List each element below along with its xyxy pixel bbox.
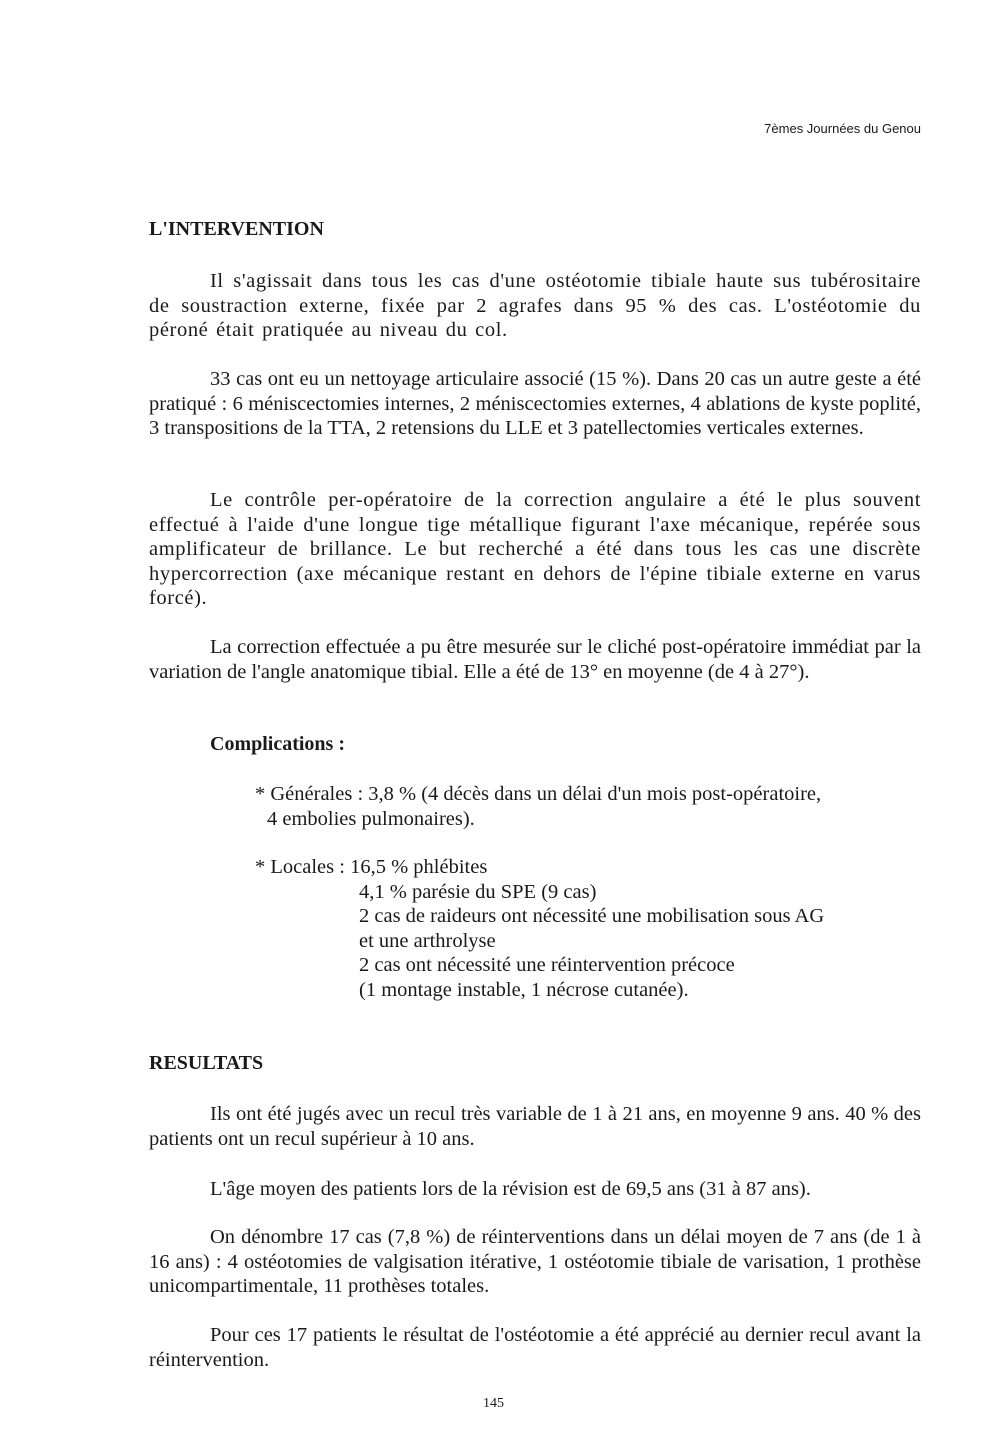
paragraph-intervention-3: Le contrôle per-opératoire de la correction angulaire a été le plus souvent effectué à l'aide d'une longue tige métallique figurant l'axe mécanique, repérée sous amplificateur de brillance. Le but recherché a été dans tous les cas une discrète hypercorrection (axe mécanique restant en dehors de l'épine tibiale externe en varus forcé). bbox=[149, 489, 921, 609]
paragraph-intervention-4: La correction effectuée a pu être mesurée sur le cliché post-opératoire immédiat par la variation de l'angle anatomique tibial. Elle a été de 13° en moyenne (de 4 à 27°). bbox=[149, 636, 921, 683]
complications-generales bbox=[255, 782, 935, 831]
section-title-intervention: L'INTERVENTION bbox=[149, 218, 324, 240]
page-number: 145 bbox=[483, 1396, 504, 1411]
locales-lead: * Locales : bbox=[255, 856, 351, 878]
locales-item: 16,5 % phlébites bbox=[350, 856, 488, 878]
locales-item: 2 cas de raideurs ont nécessité une mobilisation sous AG bbox=[359, 905, 825, 927]
complications-title: Complications : bbox=[210, 733, 345, 755]
locales-item: (1 montage instable, 1 nécrose cutanée). bbox=[359, 978, 689, 1001]
running-header: 7èmes Journées du Genou bbox=[764, 121, 921, 136]
paragraph-resultats-2: L'âge moyen des patients lors de la révision est de 69,5 ans (31 à 87 ans). bbox=[210, 1178, 811, 1200]
paragraph-resultats-1: Ils ont été jugés avec un recul très variable de 1 à 21 ans, en moyenne 9 ans. 40 % des patients ont un recul supérieur à 10 ans. bbox=[149, 1103, 921, 1150]
paragraph-resultats-4: Pour ces 17 patients le résultat de l'ostéotomie a été apprécié au dernier recul avant la réintervention. bbox=[149, 1324, 921, 1371]
paragraph-intervention-1: Il s'agissait dans tous les cas d'une ostéotomie tibiale haute sus tubérositaire de soustraction externe, fixée par 2 agrafes dans 95 % des cas. L'ostéotomie du péroné était pratiquée au niveau du col. bbox=[149, 270, 921, 341]
section-title-resultats: RESULTATS bbox=[149, 1052, 264, 1074]
generales-line-1: * Générales : 3,8 % (4 décès dans un délai d'un mois post-opératoire, bbox=[255, 783, 822, 805]
generales-line-2: 4 embolies pulmonaires). bbox=[267, 807, 475, 830]
complications-locales bbox=[255, 855, 935, 1002]
paragraph-intervention-2: 33 cas ont eu un nettoyage articulaire associé (15 %). Dans 20 cas un autre geste a été pratiqué : 6 méniscectomies internes, 2 méniscectomies externes, 4 ablations de kyste poplité, 3 transpositions de la TTA, 2 retensions du LLE et 3 patellectomies verticales externes. bbox=[149, 368, 921, 439]
paragraph-resultats-3: On dénombre 17 cas (7,8 %) de réinterventions dans un délai moyen de 7 ans (de 1 à 16 ans) : 4 ostéotomies de valgisation itérative, 1 ostéotomie tibiale de varisation, 1 prothèse unicompartimentale, 11 prothèses totales. bbox=[149, 1226, 921, 1297]
locales-item: 2 cas ont nécessité une réintervention précoce bbox=[359, 954, 735, 976]
locales-item: et une arthrolyse bbox=[359, 929, 496, 952]
locales-item: 4,1 % parésie du SPE (9 cas) bbox=[359, 880, 597, 903]
